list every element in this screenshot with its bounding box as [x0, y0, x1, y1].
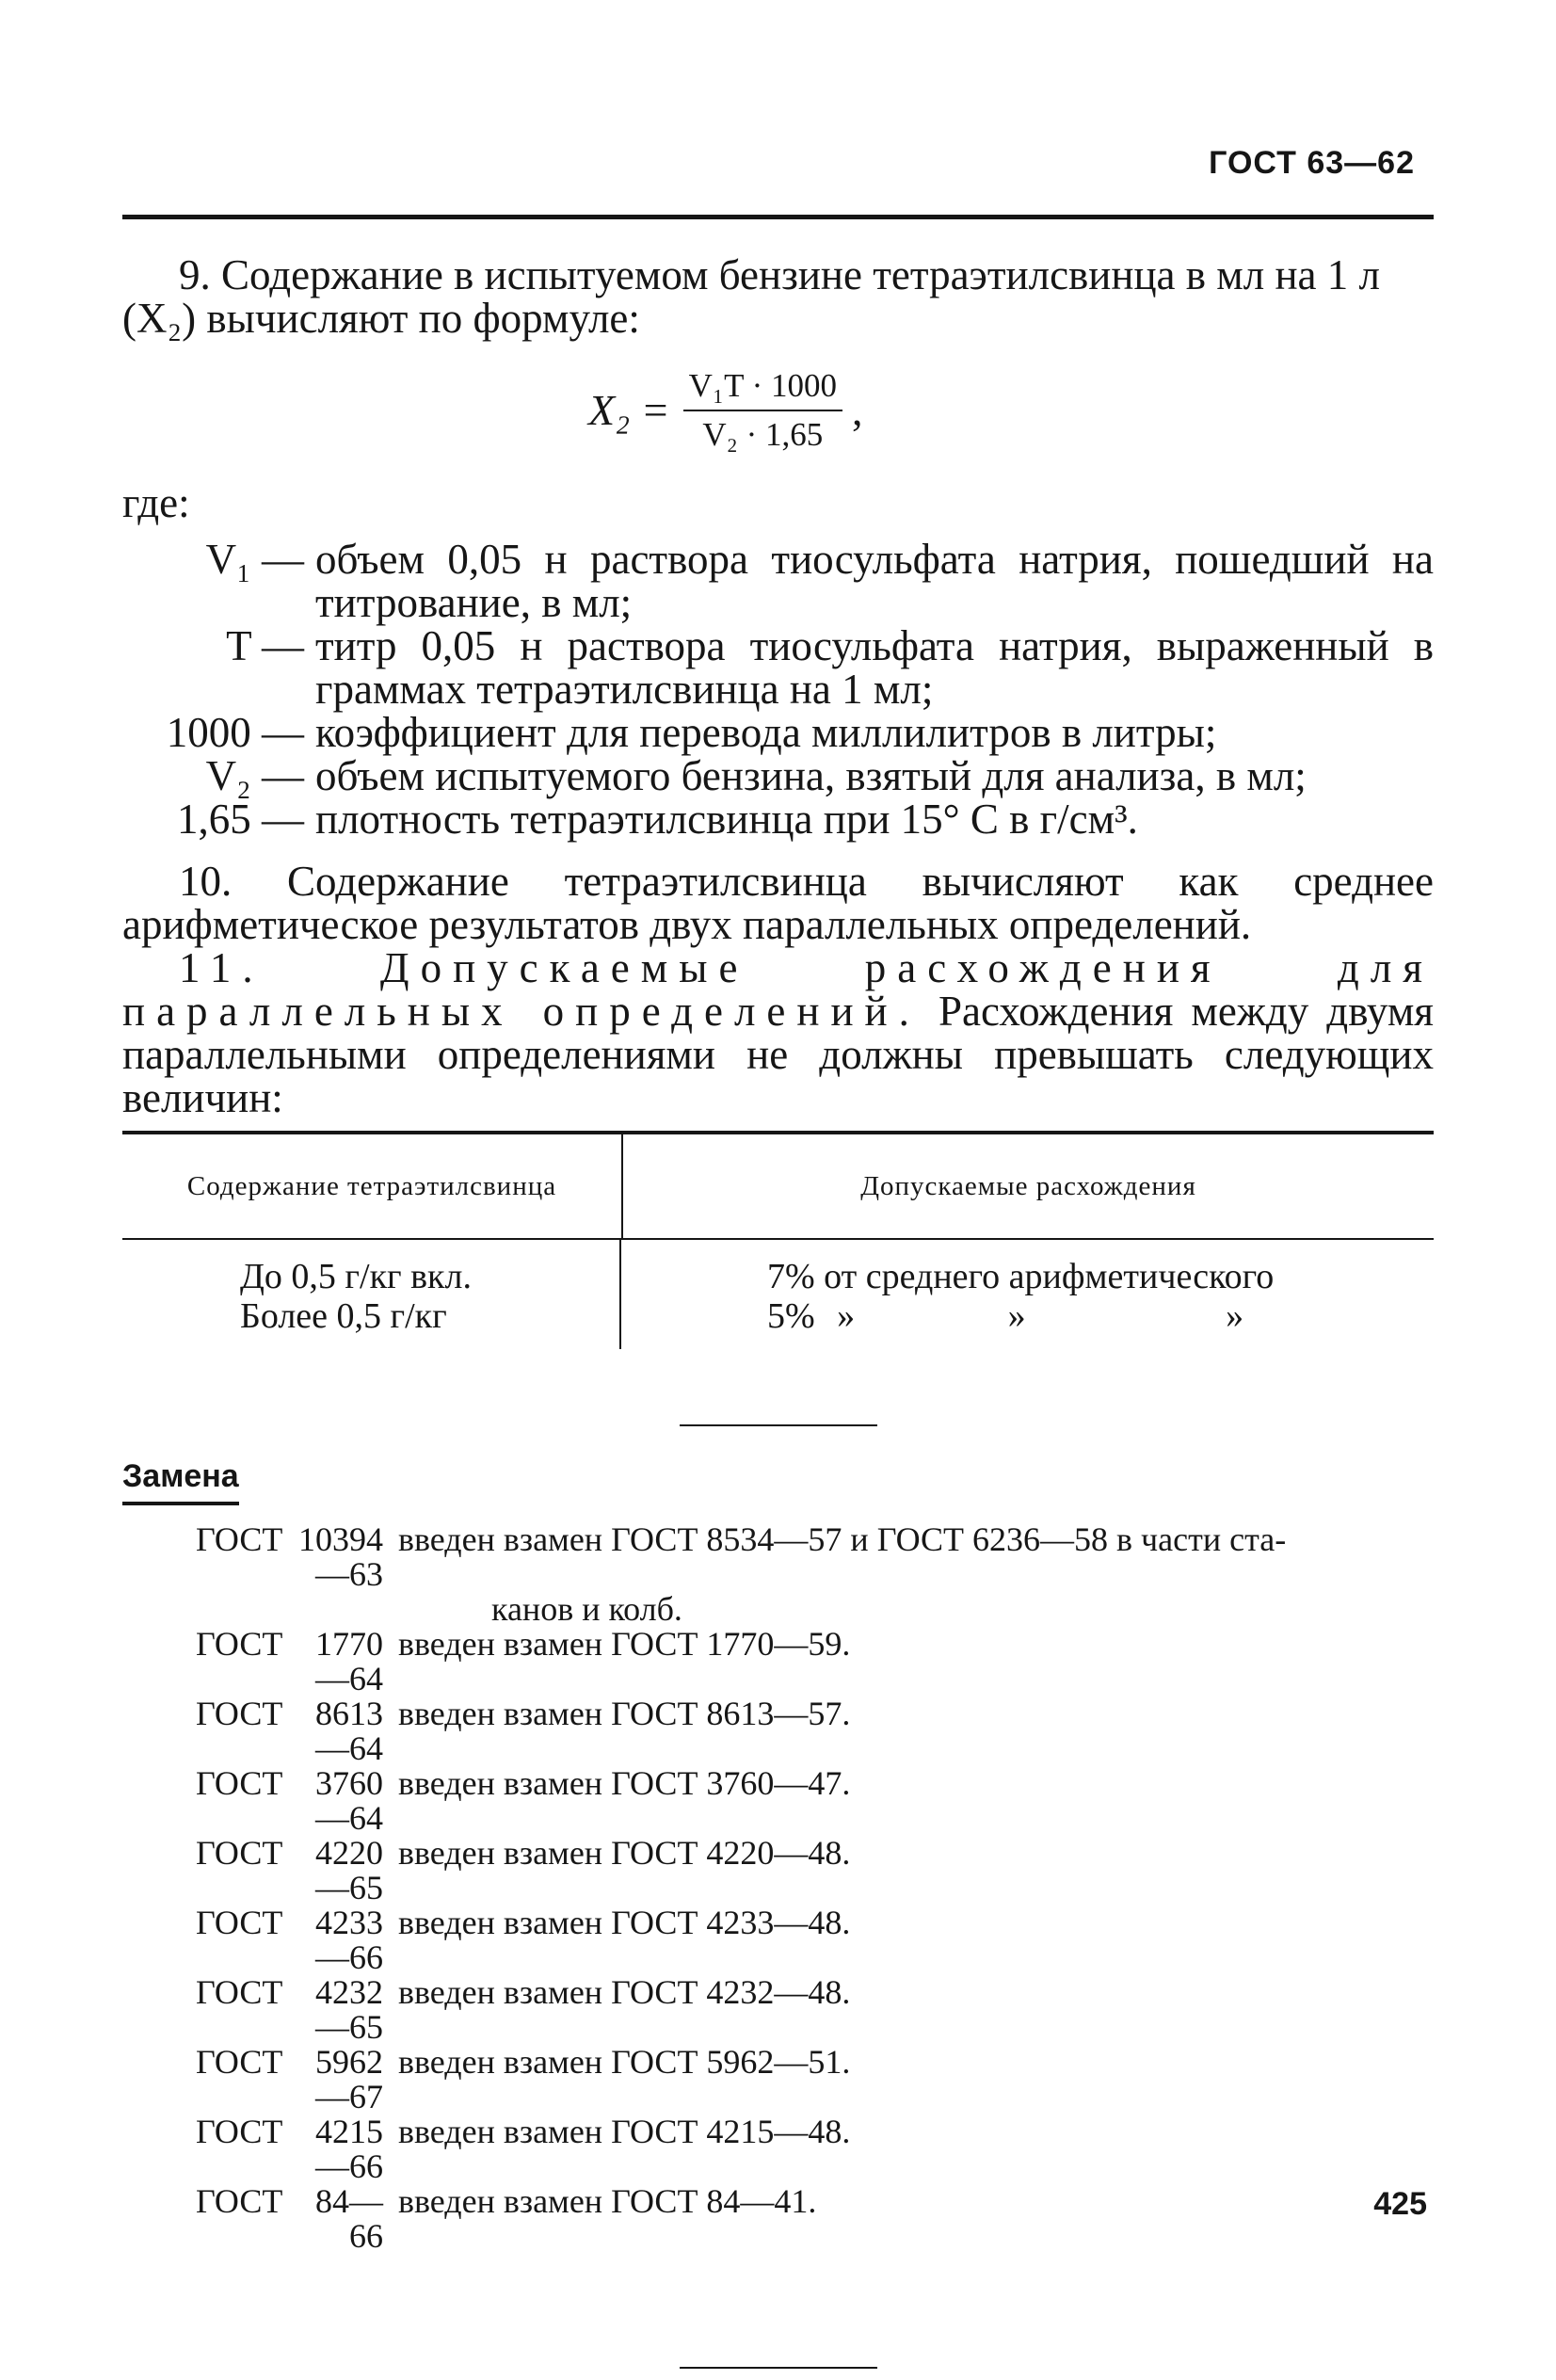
gost-number: 8613—64: [315, 1695, 383, 1767]
list-item: [122, 1766, 1434, 1836]
replacement-list: [122, 1522, 1434, 2254]
definitions-list: [122, 538, 1434, 841]
table-header-deviation: Допускаемые расхождения: [860, 1171, 1196, 1201]
gost-label: ГОСТ: [196, 1834, 283, 1872]
table-col-deviation: [621, 1240, 1434, 1349]
definition-text: объем 0,05 н раствора тиосульфата натрия, пошедший на титрование, в мл;: [315, 536, 1434, 626]
definition-text: объем испытуемого бензина, взятый для анализа, в мл;: [315, 752, 1307, 799]
gost-number: 10394—63: [298, 1520, 383, 1593]
definition-symbol: 1000 —: [166, 709, 304, 756]
gost-label: ГОСТ: [196, 1625, 283, 1663]
list-item: [122, 1836, 1434, 1906]
ditto-mark: »: [837, 1296, 856, 1336]
gost-label: ГОСТ: [196, 2043, 283, 2081]
definition-symbol: V₁ —: [205, 536, 304, 583]
definition-symbol: V₂ —: [205, 752, 304, 799]
gost-number: 4215—66: [315, 2113, 383, 2185]
table-cell: [767, 1257, 1434, 1296]
replacement-text: введен взамен ГОСТ 5962—51.: [398, 2043, 851, 2081]
paragraph-9-line-2: (X₂) вычисляют по формуле:: [122, 295, 640, 342]
formula-lhs: X₂ =: [588, 386, 670, 434]
gost-label: ГОСТ: [196, 1904, 283, 1941]
gost-label: ГОСТ: [196, 1764, 283, 1802]
formula-numerator: V₁T · 1000: [683, 366, 842, 411]
definition-text: коэффициент для перевода миллилитров в литры;: [315, 709, 1217, 756]
where-label: где:: [122, 479, 190, 526]
page-number: 425: [1373, 2186, 1427, 2222]
ditto-mark: »: [1226, 1296, 1244, 1336]
gost-number: 4220—65: [315, 1834, 383, 1906]
table-cell: Более 0,5 г/кг: [240, 1296, 447, 1336]
table-cell-pct: 7%: [767, 1257, 815, 1296]
list-item: [122, 1906, 1434, 1975]
list-item-continuation: канов и колб.: [491, 1590, 682, 1628]
gost-label: ГОСТ: [196, 1973, 283, 2011]
gost-number: 4233—66: [315, 1904, 383, 1976]
list-item: [122, 2115, 1434, 2184]
table-header-content: Содержание тетраэтилсвинца: [122, 1134, 623, 1238]
ditto-mark: »: [1007, 1296, 1026, 1336]
formula-fraction: [683, 366, 842, 455]
table-cell-text: от среднего арифметического: [824, 1257, 1275, 1296]
replacement-text: введен взамен ГОСТ 4232—48.: [398, 1973, 851, 2011]
replacement-text: введен взамен ГОСТ 4233—48.: [398, 1904, 851, 1941]
gost-number: 4232—65: [315, 1973, 383, 2046]
replacement-text: введен взамен ГОСТ 84—41.: [398, 2182, 817, 2220]
replacement-text: введен взамен ГОСТ 4215—48.: [398, 2113, 851, 2150]
paragraph-9: [122, 253, 1434, 340]
replacement-text: введен взамен ГОСТ 4220—48.: [398, 1834, 851, 1872]
list-item: [122, 2045, 1434, 2115]
gost-number: 84—66: [315, 2182, 383, 2255]
paragraph-10: 10. Содержание тетраэтилсвинца вычисляют как среднее арифметическое результатов двух параллельных определений.: [122, 858, 1434, 948]
header-rule: [122, 215, 1434, 219]
gost-label: ГОСТ: [196, 2113, 283, 2150]
gost-label: ГОСТ: [196, 1520, 283, 1558]
gost-number: 5962—67: [315, 2043, 383, 2115]
formula: [588, 359, 1434, 462]
paragraph-11: [122, 946, 1434, 1119]
definition-symbol: T —: [226, 622, 304, 669]
table-cell: До 0,5 г/кг вкл.: [240, 1257, 472, 1296]
list-item: [122, 1522, 1434, 1592]
replacement-text: введен взамен ГОСТ 1770—59.: [398, 1625, 851, 1663]
formula-trail: ,: [852, 386, 863, 434]
formula-denominator: V₂ · 1,65: [702, 416, 824, 453]
table-col-content: [122, 1240, 621, 1349]
gost-number: 3760—64: [315, 1764, 383, 1837]
definition-text: титр 0,05 н раствора тиосульфата натрия, выраженный в граммах тетраэтилсвинца на 1 мл;: [315, 622, 1434, 713]
page-header: ГОСТ 63—62: [1209, 145, 1415, 181]
replacement-text: введен взамен ГОСТ 3760—47.: [398, 1764, 851, 1802]
gost-label: ГОСТ: [196, 1695, 283, 1732]
paragraph-11-rest: Расхождения между двумя параллельными определениями не должны превышать следующих величин:: [122, 988, 1434, 1121]
list-item: [122, 2184, 1434, 2254]
list-item: [122, 1975, 1434, 2045]
paragraph-11-lead: 11. Допускаемые расхождения для параллельных определений.: [122, 944, 1434, 1035]
list-item: [122, 1627, 1434, 1697]
list-item: [122, 1697, 1434, 1766]
table-cell-pct: 5%: [767, 1296, 815, 1336]
gost-label: ГОСТ: [196, 2182, 283, 2220]
gost-number: 1770—64: [315, 1625, 383, 1697]
definition-text: плотность тетраэтилсвинца при 15° С в г/см³.: [315, 796, 1138, 843]
replacement-text: введен взамен ГОСТ 8534—57 и ГОСТ 6236—58 в части ста-: [398, 1520, 1287, 1558]
table-cell: [767, 1296, 1434, 1336]
definition-symbol: 1,65 —: [177, 796, 304, 843]
tolerance-table: [122, 1131, 1434, 1349]
separator-rule: [680, 2367, 877, 2369]
replacement-text: введен взамен ГОСТ 8613—57.: [398, 1695, 851, 1732]
table-body: [122, 1240, 1434, 1349]
paragraph-9-line-1: 9. Содержание в испытуемом бензине тетраэтилсвинца в мл на 1 л: [179, 251, 1380, 298]
replacement-title: Замена: [122, 1455, 239, 1505]
table-header-row: [122, 1134, 1434, 1238]
